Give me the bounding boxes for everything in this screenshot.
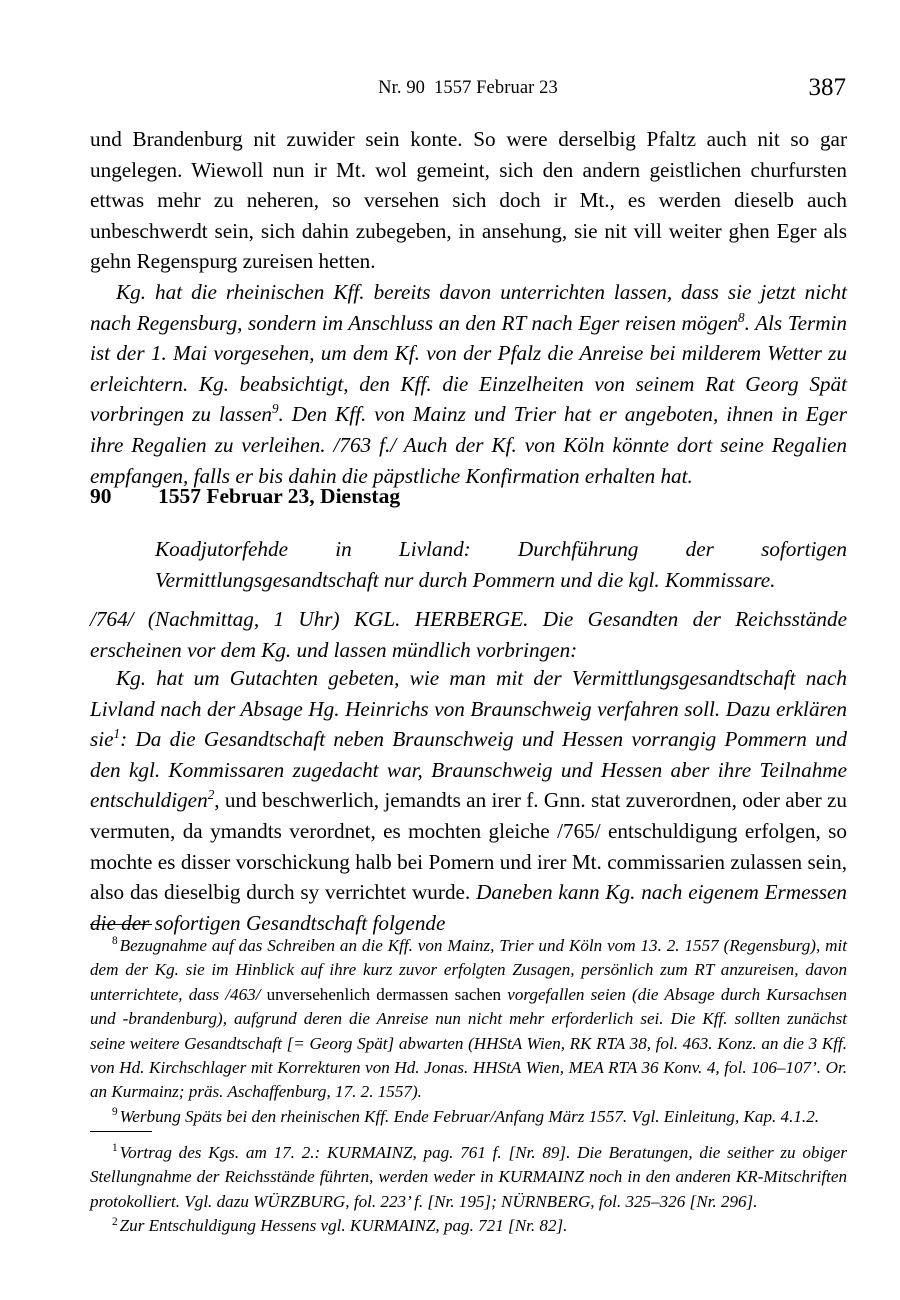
footnote-separator-rule-2 [90, 1131, 152, 1132]
footnote-block-secondary [90, 1131, 847, 1239]
footnote-2-marker: 2 [112, 1215, 118, 1228]
footnote-1-marker: 1 [112, 1142, 118, 1155]
running-head-number: Nr. 90 [378, 78, 426, 98]
footnote-2 [90, 1214, 847, 1238]
page-header [90, 74, 846, 108]
footnote-8-marker: 8 [112, 935, 118, 948]
footnote-1-text: Vortrag des Kgs. am 17. 2.: KURMAINZ, pag. 761 f. [Nr. 89]. Die Beratungen, die seither zu obiger Stellungnahme der Reichsstände führten, werden weder in KURMAINZ noch in den anderen KR-Mitschriften protokolliert. Vgl. dazu WÜRZBURG, fol. 223’ f. [Nr. 195]; NÜRNBERG, fol. 325–326 [Nr. 296]. [90, 1143, 847, 1211]
footnote-ref-1[interactable]: 1 [113, 726, 121, 742]
footnote-ref-8[interactable]: 8 [738, 309, 745, 325]
footnote-ref-9[interactable]: 9 [271, 401, 279, 417]
running-head-date: 1557 Februar 23 [434, 78, 558, 98]
main-italic-2: : Da die Gesandtschaft neben Braunschweig und Hessen vorrangig Pommern und den kgl. Kommissaren zugedacht war, Braunschweig und Hessen aber ihre Teilnahme entschuldigen [90, 727, 847, 813]
section-title: 1557 Februar 23, Dienstag [158, 484, 401, 508]
paragraph-summary [90, 277, 847, 491]
paragraph-lead-in: /764/ (Nachmittag, 1 Uhr) KGL. HERBERGE. Die Gesandten der Reichsstände erscheinen vor dem Kg. und lassen mündlich vorbringen: [90, 607, 847, 662]
footnote-9-text: Werbung Späts bei den rheinischen Kff. Ende Februar/Anfang März 1557. Vgl. Einleitung, Kap. 4.1.2. [119, 1106, 820, 1126]
main-italic-1: Kg. hat um Gutachten gebeten, wie man mit der Vermittlungsgesandtschaft nach Livland nach der Absage Hg. Heinrichs von Braunschweig verfahren soll. Dazu erklären sie [90, 666, 847, 752]
footnote-separator-rule [90, 924, 152, 925]
summary-part-3: . Den Kff. von Mainz und Trier hat er angeboten, ihnen in Eger ihre Regalien zu verleihen. /763 f./ Auch der Kf. von Köln könnte dort seine Regalien empfangen, falls er bis dahin die päpstliche Konfirmation erhalten hat. [90, 402, 847, 488]
main-roman-1: , und beschwerlich, jemandts an irer f. Gnn. stat zuverordnen, oder aber zu vermuten, da ymandts verordnet, es mochten gleiche /765/ entschuldigung erfolgen, so mochte es disser vorschickung halb bei Pomern und irer Mt. commissarien zulassen sein, also das dieselbig durch sy verrichtet wurde. [90, 788, 847, 905]
summary-part-2: . Als Termin ist der 1. Mai vorgesehen, um dem Kf. von der Pfalz die Anreise bei milderem Wetter zu erleichtern. Kg. beabsichtigt, den Kff. die Einzelheiten von seinem Rat Georg Spät vorbringen zu lassen [90, 310, 847, 427]
summary-part-1: Kg. hat die rheinischen Kff. bereits davon unterrichten lassen, dass sie jetzt nicht nach Regensburg, sondern im Anschluss an den RT nach Eger reisen mögen [90, 279, 847, 335]
body-text-block [90, 124, 847, 491]
main-paragraph-block [90, 663, 847, 938]
footnote-1 [90, 1141, 847, 1214]
paragraph-continuation: und Brandenburg nit zuwider sein konte. So were derselbig Pfaltz auch nit so gar ungelegen. Wiewoll nun ir Mt. wol gemeint, sich den andern geistlichen churfursten ettwas mehr zu neheren, so versehen sich doch ir Mt., es werden dieselb auch unbeschwerdt sein, sich dahin zubegeben, in ansehung, sie nit vill weiter ghen Eger als gehn Regenspurg zureisen hetten. [90, 127, 847, 274]
footnote-9 [90, 1105, 847, 1129]
footnote-8-text-1: Bezugnahme auf das Schreiben an die Kff. von Mainz, Trier und Köln vom 13. 2. 1557 (Regensburg), mit dem der Kg. sie im Hinblick auf ihre kurz zuvor erfolgten Zusagen, persönlich zum RT anzureisen, davon unterrichtete, dass /463/ [90, 936, 847, 1004]
footnote-9-marker: 9 [112, 1106, 118, 1119]
footnote-2-text: Zur Entschuldigung Hessens vgl. KURMAINZ, pag. 721 [Nr. 82]. [119, 1216, 568, 1236]
page-number: 387 [808, 74, 846, 101]
footnote-8-quote: unversehenlich dermassen sachen [266, 984, 502, 1004]
footnote-8 [90, 934, 847, 1105]
footnote-8-text-2: vorgefallen seien (die Absage durch Kursachsen und -brandenburg), aufgrund deren die Anreise nun nicht mehr erforderlich sei. Die Kff. sollten zunächst seine weitere Gesandtschaft [= Georg Spät] abwarten (HHStA Wien, RK RTA 38, fol. 463. Konz. an die 3 Kff. von Hd. Kirchschlager mit Korrekturen von Hd. Jonas. HHStA Wien, MEA RTA 36 Konv. 4, fol. 106–107’. Or. an Kurmainz; präs. Aschaffenburg, 17. 2. 1557). [90, 984, 848, 1102]
main-italic-3: Daneben kann Kg. nach eigenem Ermessen die der sofortigen Gesandtschaft folgende [90, 880, 847, 935]
section-heading [90, 482, 847, 510]
running-head [90, 78, 846, 99]
lead-in-block [90, 604, 847, 665]
footnote-ref-2[interactable]: 2 [207, 787, 215, 803]
paragraph-main [90, 663, 847, 938]
section-number: 90 [90, 484, 112, 508]
section-regest: Koadjutorfehde in Livland: Durchführung der sofortigen Vermittlungsgesandtschaft nur durch Pommern und die kgl. Kommissare. [155, 537, 847, 592]
footnote-block-primary [90, 924, 847, 1129]
